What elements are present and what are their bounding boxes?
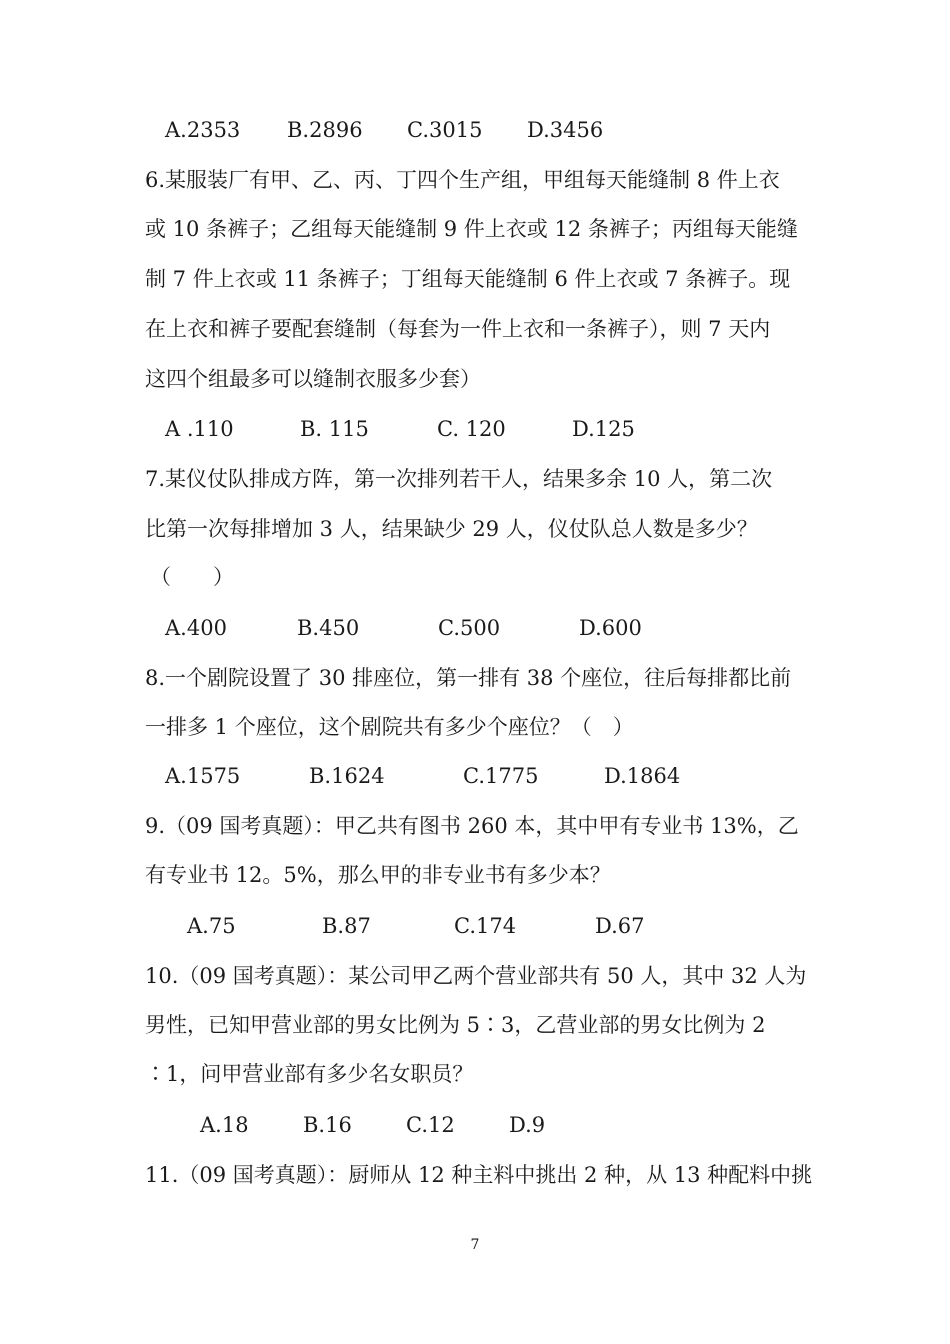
q10-line: 男性，已知甲营业部的男女比例为 5∶3，乙营业部的男女比例为 2 bbox=[145, 1013, 766, 1037]
q5-option-a: A.2353 bbox=[165, 118, 241, 142]
q10-line: 10.（09 国考真题）：某公司甲乙两个营业部共有 50 人，其中 32 人为 bbox=[145, 964, 807, 988]
q10-option-a: A.18 bbox=[200, 1113, 249, 1137]
q11-line: 11.（09 国考真题）：厨师从 12 种主料中挑出 2 种，从 13 种配料中挑 bbox=[145, 1163, 813, 1187]
q7-line: 比第一次每排增加 3 人，结果缺少 29 人，仪仗队总人数是多少？ bbox=[145, 517, 758, 541]
q9-line: 9.（09 国考真题）：甲乙共有图书 260 本，其中甲有专业书 13%，乙 bbox=[145, 814, 799, 838]
q7-option-a: A.400 bbox=[165, 616, 227, 640]
q6-option-c: C. 120 bbox=[437, 417, 506, 441]
q7-line: 7.某仪仗队排成方阵，第一次排列若干人，结果多余 10 人，第二次 bbox=[145, 467, 773, 491]
q6-line: 这四个组最多可以缝制衣服多少套） bbox=[145, 367, 481, 391]
q6-option-d: D.125 bbox=[572, 417, 635, 441]
q10-option-b: B.16 bbox=[303, 1113, 352, 1137]
q6-line: 在上衣和裤子要配套缝制（每套为一件上衣和一条裤子），则 7 天内 bbox=[145, 317, 771, 341]
q9-line: 有专业书 12。5%，那么甲的非专业书有多少本？ bbox=[145, 863, 611, 887]
q10-line: ∶1，问甲营业部有多少名女职员？ bbox=[145, 1062, 474, 1086]
q5-option-d: D.3456 bbox=[527, 118, 604, 142]
q8-option-c: C.1775 bbox=[463, 764, 539, 788]
q6-option-b: B. 115 bbox=[300, 417, 369, 441]
q10-option-d: D.9 bbox=[509, 1113, 546, 1137]
q8-option-d: D.1864 bbox=[604, 764, 681, 788]
q9-option-c: C.174 bbox=[454, 914, 517, 938]
q8-option-b: B.1624 bbox=[309, 764, 385, 788]
q7-answer-blank: （ ） bbox=[150, 565, 234, 589]
q8-line: 8.一个剧院设置了 30 排座位，第一排有 38 个座位，往后每排都比前 bbox=[145, 666, 792, 690]
q7-option-c: C.500 bbox=[438, 616, 501, 640]
q5-option-b: B.2896 bbox=[287, 118, 363, 142]
q9-option-d: D.67 bbox=[595, 914, 645, 938]
q10-option-c: C.12 bbox=[406, 1113, 455, 1137]
q9-option-b: B.87 bbox=[322, 914, 371, 938]
q8-line: 一排多 1 个座位，这个剧院共有多少个座位？（ ） bbox=[145, 715, 634, 739]
q6-line: 或 10 条裤子；乙组每天能缝制 9 件上衣或 12 条裤子；丙组每天能缝 bbox=[145, 217, 798, 241]
q9-option-a: A.75 bbox=[187, 914, 236, 938]
q7-option-d: D.600 bbox=[579, 616, 642, 640]
q6-line: 制 7 件上衣或 11 条裤子；丁组每天能缝制 6 件上衣或 7 条裤子。现 bbox=[145, 267, 791, 291]
q6-line: 6.某服装厂有甲、乙、丙、丁四个生产组，甲组每天能缝制 8 件上衣 bbox=[145, 168, 780, 192]
q6-option-a: A .110 bbox=[165, 417, 234, 441]
q8-option-a: A.1575 bbox=[165, 764, 241, 788]
q5-option-c: C.3015 bbox=[407, 118, 483, 142]
q7-option-b: B.450 bbox=[297, 616, 360, 640]
page-number: 7 bbox=[470, 1237, 480, 1253]
